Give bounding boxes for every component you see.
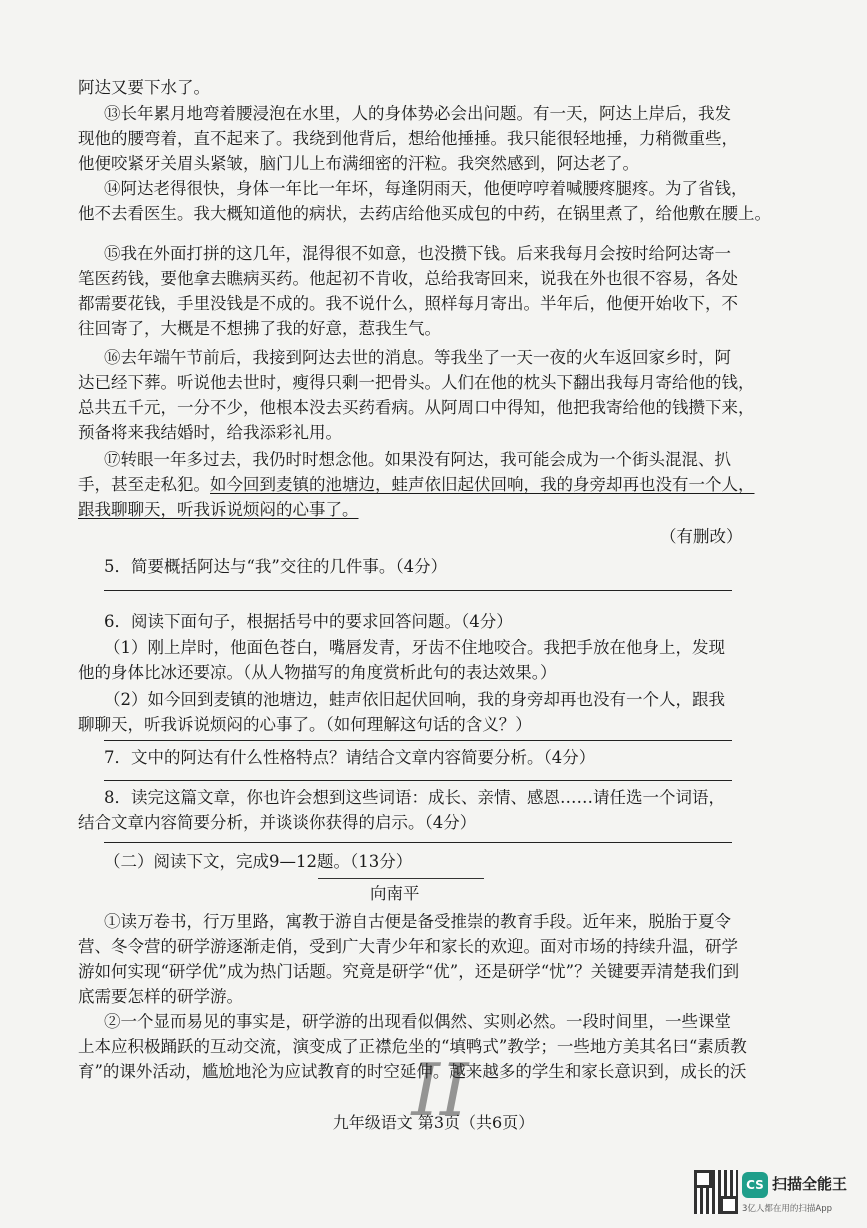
passage-line: ⑬长年累月地弯着腰浸泡在水里，人的身体势必会出问题。有一天，阿达上岸后，我发 [104,104,731,123]
question-8: 结合文章内容简要分析，并谈谈你获得的启示。（4分） [78,813,477,832]
watermark: II [411,1048,469,1132]
section-heading: （二）阅读下文，完成9—12题。（13分） [104,852,413,871]
passage-line: 笔医药钱，要他拿去瞧病买药。他起初不肯收，总给我寄回来，说我在外也很不容易，各处 [78,269,738,288]
answer-line[interactable] [104,590,732,591]
scanner-app-name: 扫描全能王 [772,1175,848,1193]
passage-line: 他不去看医生。我大概知道他的病状，去药店给他买成包的中药，在锅里煮了，给他敷在腰上。 [78,204,771,223]
passage-line: ⑭阿达老得很快，身体一年比一年坏，每逢阴雨天，他便哼哼着喊腰疼腿疼。为了省钱， [104,179,748,198]
passage-line: 往回寄了，大概是不想拂了我的好意，惹我生气。 [78,319,441,338]
article-line: 底需要怎样的研学游。 [78,987,243,1006]
article-title: 向南平 [370,884,420,903]
passage-line: 达已经下葬。听说他去世时，瘦得只剩一把骨头。人们在他的枕头下翻出我每月寄给他的钱， [78,373,755,392]
title-rule [318,878,484,879]
passage-line: 他便咬紧牙关眉头紧皱，脑门儿上布满细密的汗粒。我突然感到，阿达老了。 [78,154,639,173]
passage-line: ⑰转眼一年多过去，我仍时时想念他。如果没有阿达，我可能会成为一个街头混混、扒 [104,450,731,469]
question-6: 6．阅读下面句子，根据括号中的要求回答问题。（4分） [104,612,513,631]
question-6-item-2: 聊聊天，听我诉说烦闷的心事了。（如何理解这句话的含义？） [78,715,532,734]
passage-line: 都需要花钱，手里没钱是不成的。我不说什么，照样每月寄出。半年后，他便开始收下，不 [78,294,738,313]
article-line: ①读万卷书，行万里路，寓教于游自古便是备受推崇的教育手段。近年来，脱胎于夏令 [104,912,731,931]
question-6-item-2: （2）如今回到麦镇的池塘边，蛙声依旧起伏回响，我的身旁却再也没有一个人，跟我 [104,690,725,709]
passage-text: 手，甚至走私犯。 [78,475,210,494]
answer-line[interactable] [104,842,732,843]
scanner-tagline: 3亿人都在用的扫描App [742,1204,833,1214]
article-line: 营、冬令营的研学游逐渐走俏，受到广大青少年和家长的欢迎。面对市场的持续升温，研学 [78,937,738,956]
passage-line: ⑯去年端午节前后，我接到阿达去世的消息。等我坐了一天一夜的火车返回家乡时，阿 [104,348,731,367]
answer-line[interactable] [104,780,732,781]
underlined-sentence: 跟我聊聊天，听我诉说烦闷的心事了。 [78,500,359,519]
article-line: 上本应积极踊跃的互动交流，演变成了正襟危坐的“填鸭式”教学；一些地方美其名曰“素质教 [78,1037,747,1056]
question-5: 5．简要概括阿达与“我”交往的几件事。（4分） [104,557,448,576]
article-line: 育”的课外活动，尴尬地沦为应试教育的时空延伸。越来越多的学生和家长意识到，成长的沃 [78,1062,747,1081]
question-8: 8．读完这篇文章，你也许会想到这些词语：成长、亲情、感恩……请任选一个词语， [104,788,725,807]
passage-line: ⑮我在外面打拼的这几年，混得很不如意，也没攒下钱。后来我每月会按时给阿达寄一 [104,244,731,263]
passage-line: 预备将来我结婚时，给我添彩礼用。 [78,423,342,442]
passage-line: 总共五千元，一分不少，他根本没去买药看病。从阿周口中得知，他把我寄给他的钱攒下来， [78,398,755,417]
source-note: （有删改） [660,527,743,546]
question-6-item-1: 他的身体比冰还要凉。（从人物描写的角度赏析此句的表达效果。） [78,663,557,682]
article-line: ②一个显而易见的事实是，研学游的出现看似偶然、实则必然。一段时间里，一些课堂 [104,1012,731,1031]
qr-code-icon [694,1170,738,1214]
passage-line: 现他的腰弯着，直不起来了。我绕到他背后，想给他捶捶。我只能很轻地捶，力稍微重些， [78,129,738,148]
passage-line: 阿达又要下水了。 [78,78,210,97]
passage-line [78,473,755,497]
question-6-item-1: （1）刚上岸时，他面色苍白，嘴唇发青，牙齿不住地咬合。我把手放在他身上，发现 [104,638,725,657]
question-7: 7．文中的阿达有什么性格特点？请结合文章内容简要分析。（4分） [104,748,596,767]
article-line: 游如何实现“研学优”成为热门话题。究竟是研学“优”，还是研学“忧”？关键要弄清楚我们到 [78,962,740,981]
camscanner-logo-icon: CS [742,1172,768,1198]
page-footer: 九年级语文 第3页（共6页） [332,1113,535,1132]
answer-line[interactable] [104,740,732,741]
underlined-sentence: 如今回到麦镇的池塘边，蛙声依旧起伏回响，我的身旁却再也没有一个人， [210,475,755,494]
